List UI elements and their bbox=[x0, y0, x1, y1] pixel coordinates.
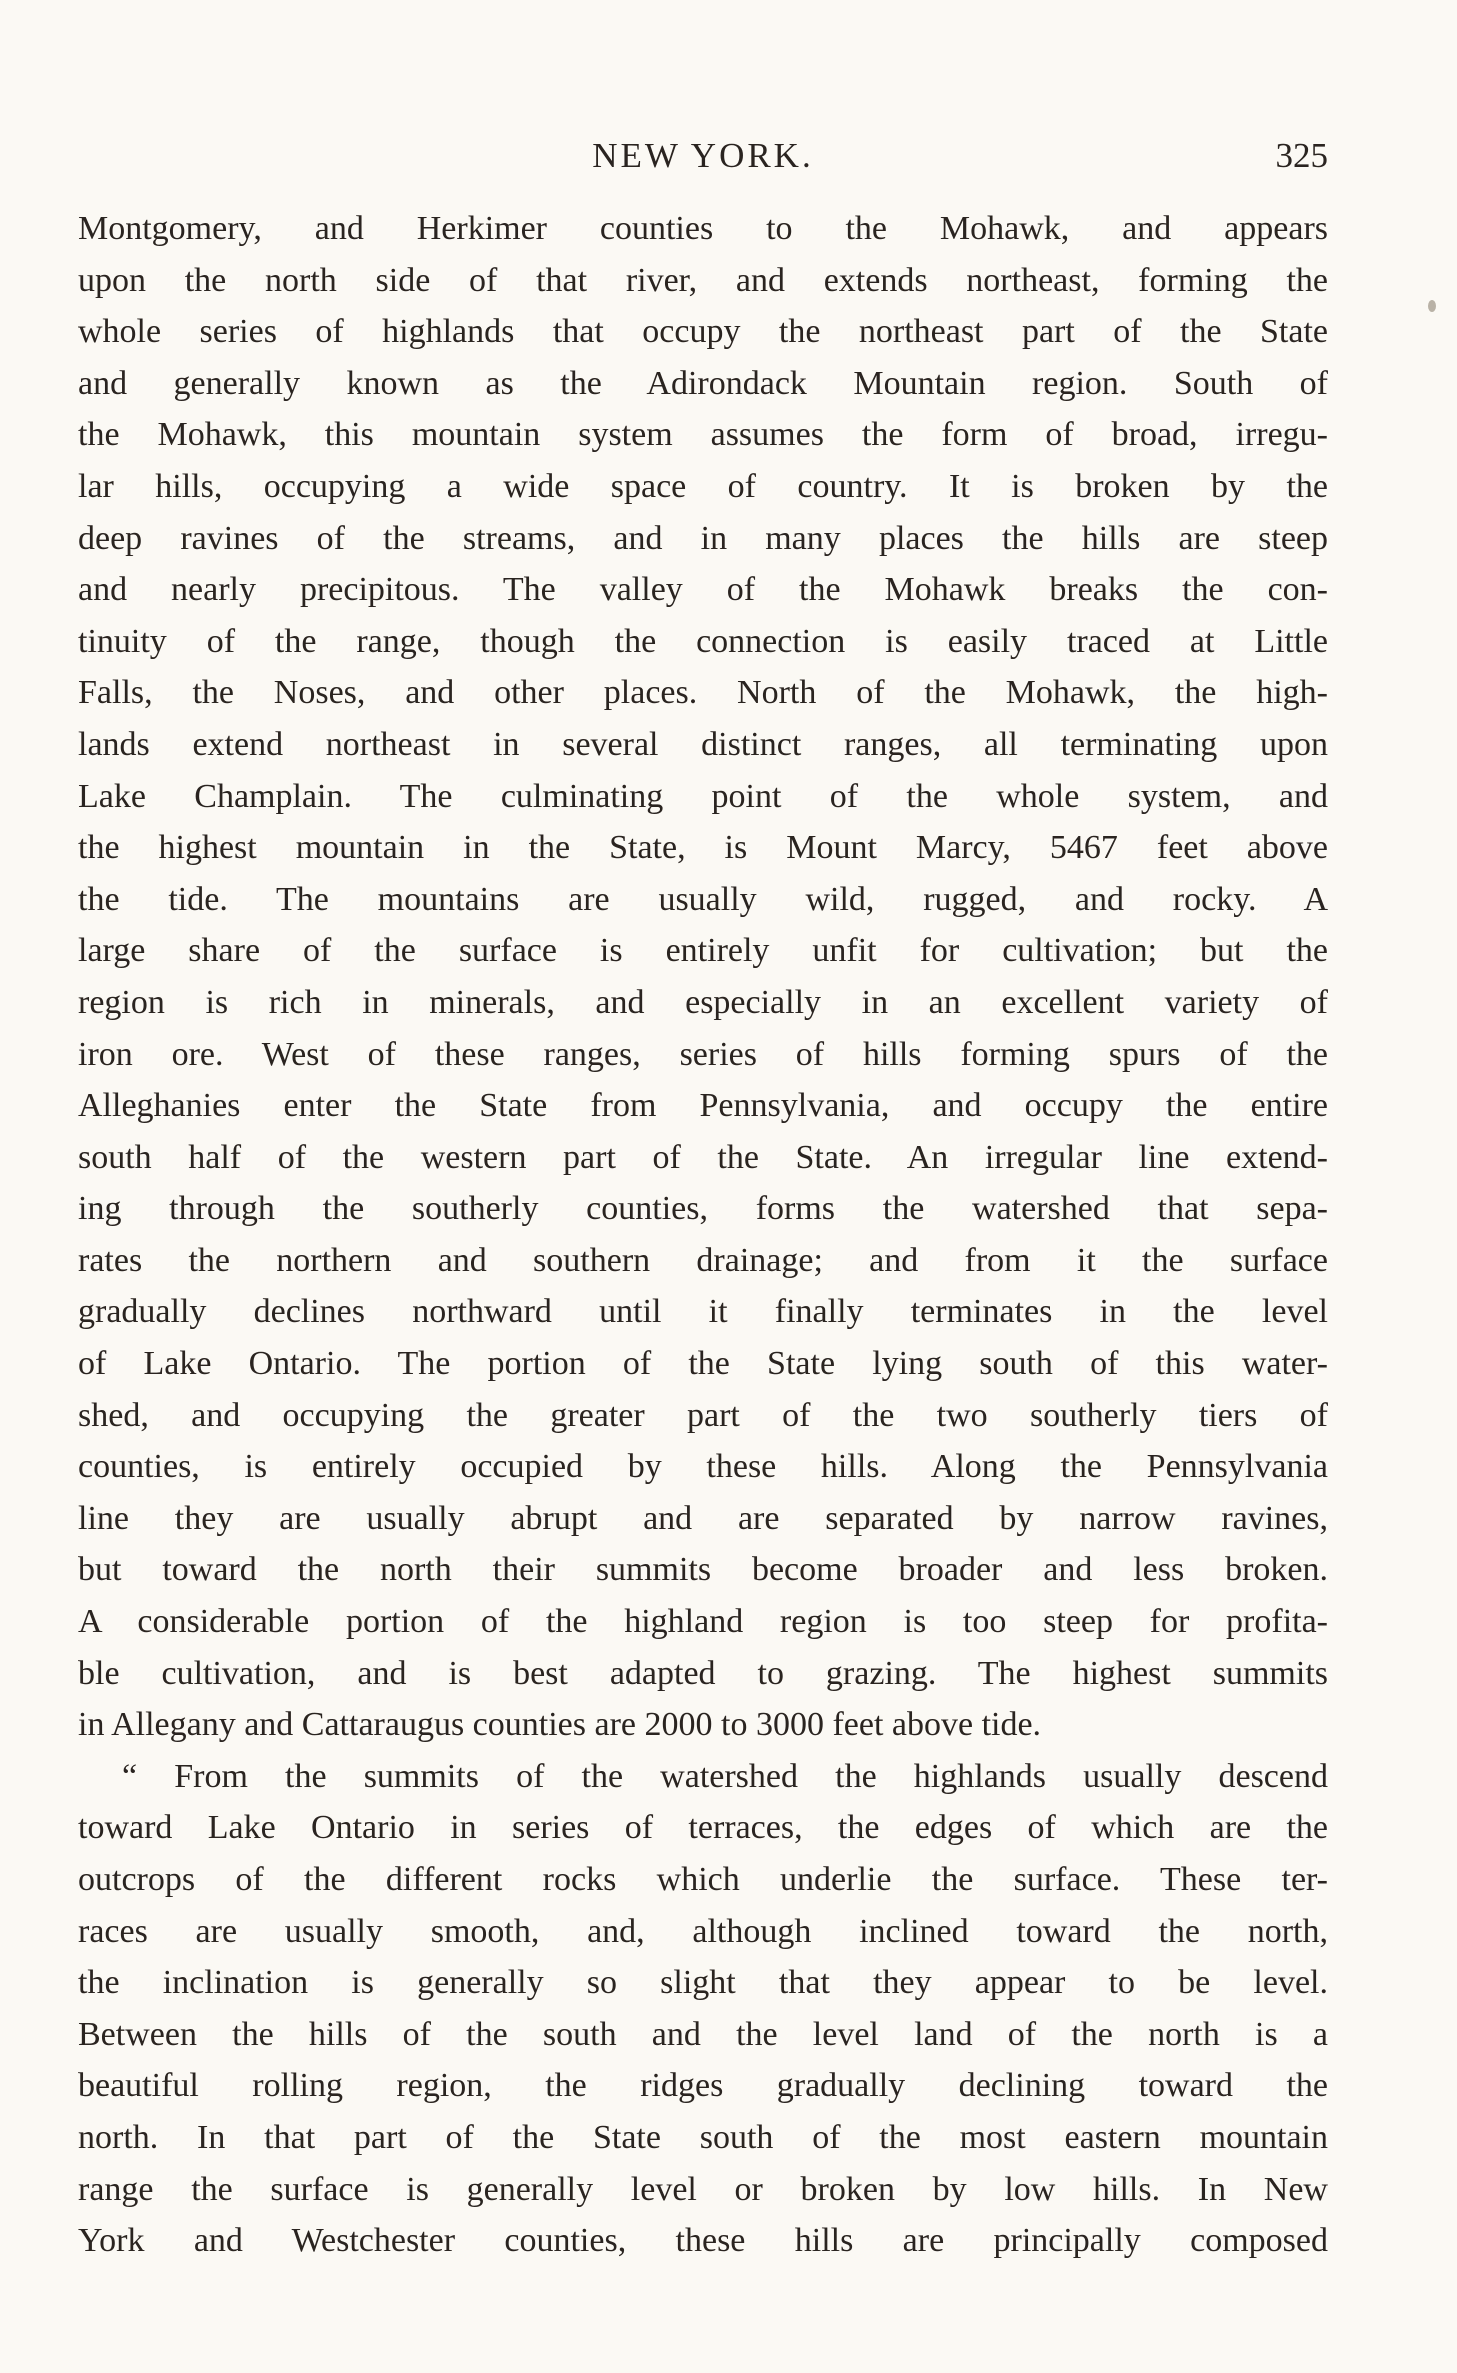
text-line: large share of the surface is entirely unfit for cultivation; but the bbox=[78, 932, 1328, 970]
text-line: Between the hills of the south and the level land of the north is a bbox=[78, 2015, 1328, 2053]
running-head bbox=[78, 132, 1328, 180]
text-line: ing through the southerly counties, forms the watershed that sepa- bbox=[78, 1190, 1328, 1228]
text-line: and nearly precipitous. The valley of the Mohawk breaks the con- bbox=[78, 571, 1328, 609]
text-line: the highest mountain in the State, is Mount Marcy, 5467 feet above bbox=[78, 829, 1328, 867]
text-line: north. In that part of the State south of the most eastern mountain bbox=[78, 2118, 1328, 2156]
text-line: beautiful rolling region, the ridges gradually declining toward the bbox=[78, 2067, 1328, 2105]
text-line: deep ravines of the streams, and in many places the hills are steep bbox=[78, 519, 1328, 557]
text-line: lar hills, occupying a wide space of country. It is broken by the bbox=[78, 467, 1328, 505]
text-line: counties, is entirely occupied by these hills. Along the Pennsylvania bbox=[78, 1448, 1328, 1486]
text-line: gradually declines northward until it finally terminates in the level bbox=[78, 1293, 1328, 1331]
text-line: York and Westchester counties, these hills are principally composed bbox=[78, 2222, 1328, 2260]
text-line: Montgomery, and Herkimer counties to the Mohawk, and appears bbox=[78, 210, 1328, 247]
text-line: the Mohawk, this mountain system assumes the form of broad, irregu- bbox=[78, 416, 1328, 454]
text-line: the inclination is generally so slight that they appear to be level. bbox=[78, 1964, 1328, 2002]
text-line: south half of the western part of the State. An irregular line extend- bbox=[78, 1138, 1328, 1176]
paragraph-start-line: “ From the summits of the watershed the highlands usually descend bbox=[122, 1757, 1328, 1795]
text-line: Falls, the Noses, and other places. North of the Mohawk, the high- bbox=[78, 674, 1328, 712]
text-line: line they are usually abrupt and are separated by narrow ravines, bbox=[78, 1499, 1328, 1537]
text-line: A considerable portion of the highland region is too steep for profita- bbox=[78, 1603, 1328, 1641]
text-line: upon the north side of that river, and extends northeast, forming the bbox=[78, 261, 1328, 299]
text-line: and generally known as the Adirondack Mountain region. South of bbox=[78, 364, 1328, 402]
text-line: lands extend northeast in several distinct ranges, all terminating upon bbox=[78, 725, 1328, 763]
text-line: whole series of highlands that occupy the northeast part of the State bbox=[78, 313, 1328, 351]
paragraph-end-line: in Allegany and Cattaraugus counties are 2000 to 3000 feet above tide. bbox=[78, 1706, 1042, 1744]
text-line: range the surface is generally level or broken by low hills. In New bbox=[78, 2170, 1328, 2208]
text-line: region is rich in minerals, and especially in an excellent variety of bbox=[78, 983, 1328, 1021]
text-line: shed, and occupying the greater part of the two southerly tiers of bbox=[78, 1396, 1328, 1434]
text-line: rates the northern and southern drainage; and from it the surface bbox=[78, 1241, 1328, 1279]
paper-speck bbox=[1428, 300, 1436, 312]
text-line: iron ore. West of these ranges, series of hills forming spurs of the bbox=[78, 1035, 1328, 1073]
text-line: but toward the north their summits become broader and less broken. bbox=[78, 1551, 1328, 1589]
text-line: Alleghanies enter the State from Pennsylvania, and occupy the entire bbox=[78, 1087, 1328, 1125]
body-text bbox=[78, 203, 1328, 2267]
text-line: of Lake Ontario. The portion of the State lying south of this water- bbox=[78, 1345, 1328, 1383]
text-line: ble cultivation, and is best adapted to grazing. The highest summits bbox=[78, 1654, 1328, 1692]
text-line: outcrops of the different rocks which underlie the surface. These ter- bbox=[78, 1861, 1328, 1898]
page-number: 325 bbox=[1275, 136, 1328, 175]
text-line: races are usually smooth, and, although inclined toward the north, bbox=[78, 1912, 1328, 1950]
running-title: NEW YORK. bbox=[592, 136, 814, 175]
text-line: the tide. The mountains are usually wild, rugged, and rocky. A bbox=[78, 880, 1328, 918]
text-line: toward Lake Ontario in series of terraces, the edges of which are the bbox=[78, 1809, 1328, 1847]
text-line: tinuity of the range, though the connection is easily traced at Little bbox=[78, 622, 1328, 660]
text-line: Lake Champlain. The culminating point of the whole system, and bbox=[78, 777, 1328, 815]
